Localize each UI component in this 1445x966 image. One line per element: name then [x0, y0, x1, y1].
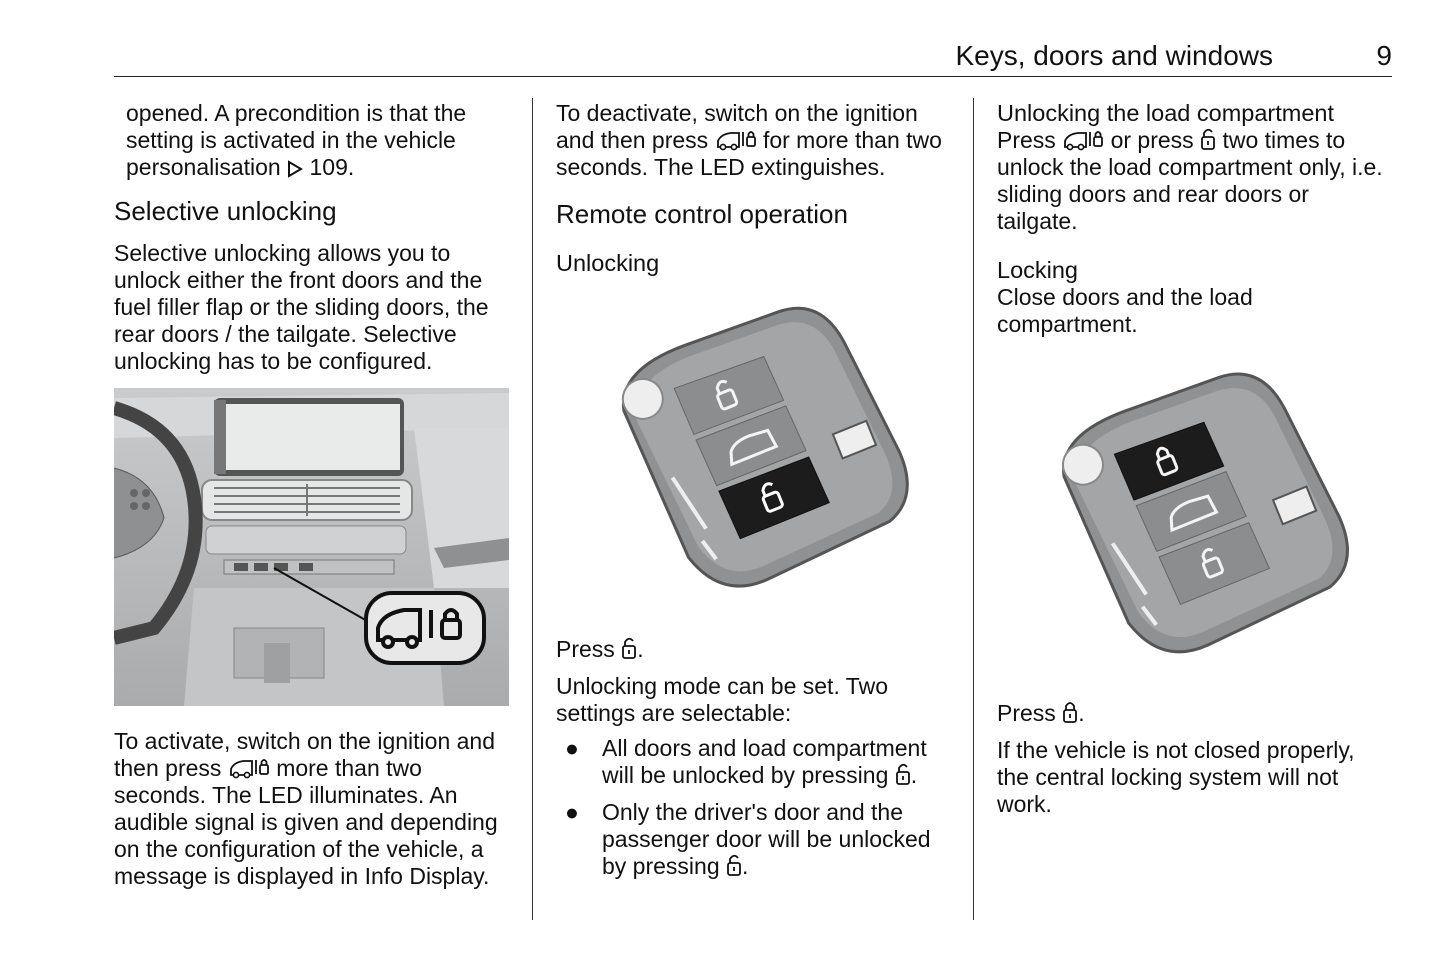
list-item: ● Only the driver's door and the passenger door will be unlocked by pressing .: [565, 799, 931, 879]
not-closed-paragraph: If the vehicle is not closed properly, the central locking system will not work.: [997, 737, 1355, 817]
remote-control-heading: Remote control operation: [556, 199, 848, 229]
press-text: Press: [556, 636, 615, 662]
van-lock-icon: [715, 127, 757, 151]
van-lock-icon: [1062, 127, 1104, 151]
press-unlock-paragraph: Press .: [556, 636, 644, 662]
load-compartment-paragraph: [997, 127, 1392, 235]
dashboard-illustration: [114, 388, 509, 706]
selective-unlocking-heading: Selective unlocking: [114, 196, 337, 226]
activate-text-b: more than: [276, 755, 380, 781]
column-1: [114, 100, 514, 375]
load-compartment-text: two times to unlock the load compartment only, i.e. sliding doors and rear doors or tailgate.: [997, 127, 1383, 234]
intro-reference: 109.: [309, 154, 355, 180]
intro-text: opened. A precondition is that the setting is activated in the vehicle personalisation: [126, 100, 467, 180]
locking-text: Close doors and the load compartment.: [997, 284, 1253, 337]
load-compartment-heading: Unlocking the load compartment: [997, 100, 1335, 126]
lock-icon: [1062, 700, 1078, 724]
column-2-lower: [556, 636, 956, 880]
unlock-icon: [1200, 127, 1216, 151]
intro-paragraph: [114, 100, 514, 181]
van-lock-icon: [228, 755, 270, 779]
reference-arrow-icon: [287, 160, 303, 178]
column-2: [556, 100, 956, 277]
locking-heading: Locking: [997, 257, 1078, 283]
column-1-lower: [114, 728, 514, 890]
dashboard-image: [114, 388, 509, 706]
activate-text-a: To activate, switch on the ignition and then press: [114, 728, 496, 781]
header-divider: [114, 76, 1392, 77]
unlock-icon: [726, 853, 742, 877]
selective-unlocking-text: Selective unlocking allows you to unlock either the front doors and the fuel filler flap or the sliding doors, the rear doors / the tailgate. Selective unlocking has to be configured.: [114, 240, 489, 374]
deactivate-text-b: for more than two seconds. The LED extinguishes.: [556, 127, 942, 180]
activate-paragraph: [114, 728, 514, 890]
press-text: Press: [997, 700, 1056, 726]
bullet: ●: [565, 799, 579, 825]
column-divider-2: [973, 98, 974, 920]
bullet: ●: [565, 735, 579, 761]
unlock-icon: [621, 636, 637, 660]
or-press-text: or press: [1110, 127, 1194, 153]
bullet-2-text: Only the driver's door and the passenger door will be unlocked by pressing: [602, 799, 931, 879]
unlocking-mode-paragraph: Unlocking mode can be set. Two settings are selectable:: [556, 673, 888, 726]
column-divider-1: [532, 98, 533, 920]
deactivate-paragraph: [556, 100, 956, 181]
unlock-icon: [895, 762, 911, 786]
column-3-lower: [997, 700, 1392, 818]
key-fob-image: [1040, 370, 1355, 670]
activate-text-c: two seconds. The LED illuminates. An audible signal is given and depending on the configuration of the vehicle, a message is displayed in Info Display.: [114, 755, 498, 889]
column-3: [997, 100, 1392, 338]
press-text: Press: [997, 127, 1056, 153]
bullet-1-text: All doors and load compartment will be unlocked by pressing: [602, 735, 927, 788]
key-fob-unlock-illustration: [600, 305, 910, 605]
page-header-title: Keys, doors and windows: [955, 40, 1273, 71]
press-lock-paragraph: Press .: [997, 700, 1085, 726]
unlocking-modes-list: [556, 735, 956, 880]
key-fob-image: [600, 305, 910, 605]
unlocking-subheading: Unlocking: [556, 250, 660, 276]
key-fob-lock-illustration: [1040, 370, 1355, 670]
deactivate-text-a: To deactivate, switch on the ignition and then press: [556, 100, 918, 153]
page-number: 9: [1376, 40, 1392, 71]
list-item: ● All doors and load compartment will be unlocked by pressing .: [565, 735, 927, 788]
